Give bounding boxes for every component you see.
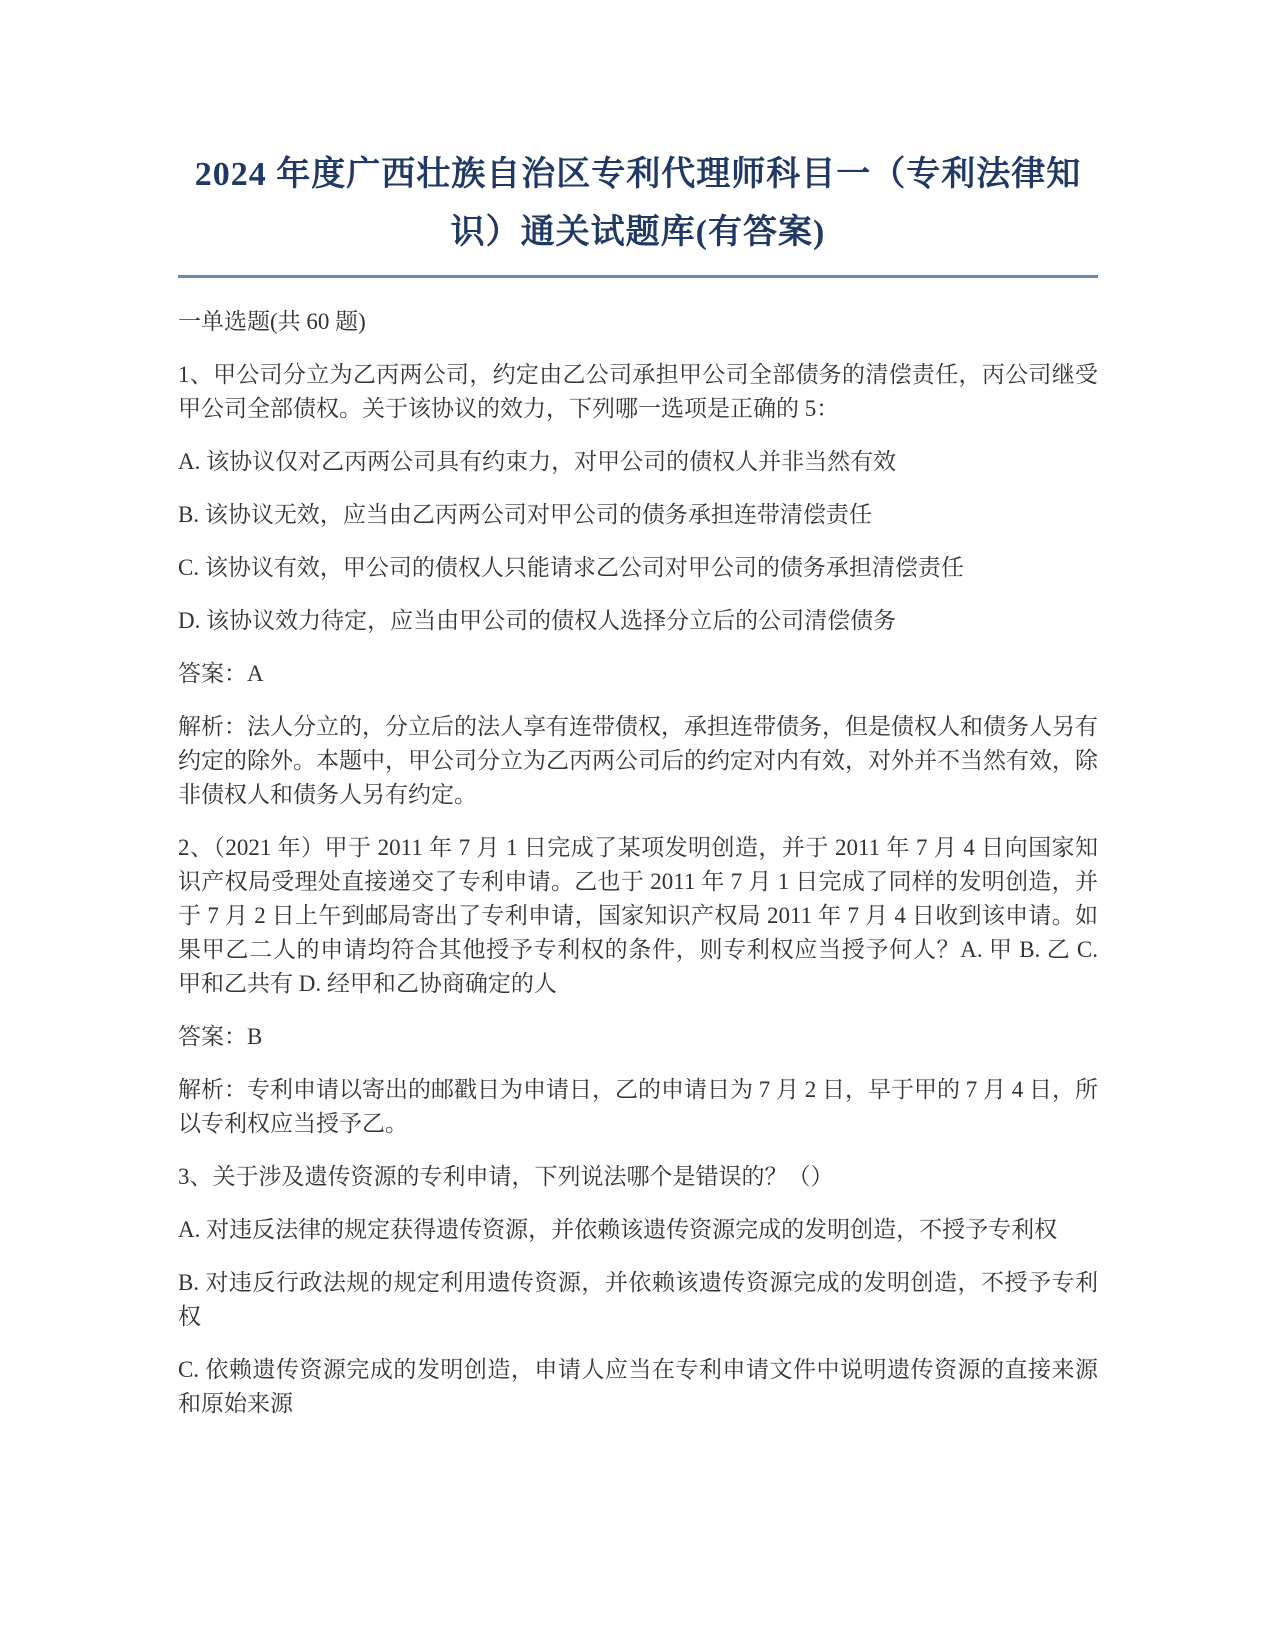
question-2-answer: 答案：B — [178, 1024, 263, 1049]
document-title-line-2: 识）通关试题库(有答案) — [450, 214, 826, 251]
question-2-stem: 2、（2021 年）甲于 2011 年 7 月 1 日完成了某项发明创造，并于 2011 年 7 月 4 日向国家知识产权局受理处直接递交了专利申请。乙也于 2011 年 7 月 1 日完成了同样的发明创造，并于 7 月 2 日上午到邮局寄出了专利申请，国家知识产权局 2011 年 7 月 4 日收到该申请。如果甲乙二人的申请均符合其他授予专利权的条件，则专利权应当授予何人？A. 甲 B. 乙 C. 甲和乙共有 D. 经甲和乙协商确定的人 — [178, 835, 1098, 996]
question-1-option-b: B. 该协议无效，应当由乙丙两公司对甲公司的债务承担连带清偿责任 — [178, 502, 872, 527]
question-2-analysis: 解析：专利申请以寄出的邮戳日为申请日，乙的申请日为 7 月 2 日，早于甲的 7 月 4 日，所以专利权应当授予乙。 — [178, 1077, 1098, 1136]
question-1-option-a: A. 该协议仅对乙丙两公司具有约束力，对甲公司的债权人并非当然有效 — [178, 449, 897, 474]
document-header — [178, 146, 1098, 278]
question-1-answer: 答案：A — [178, 661, 264, 686]
question-1-analysis: 解析：法人分立的，分立后的法人享有连带债权，承担连带债务，但是债权人和债务人另有约定的除外。本题中，甲公司分立为乙丙两公司后的约定对内有效，对外并不当然有效，除非债权人和债务人另有约定。 — [178, 714, 1098, 807]
document-title — [178, 146, 1098, 262]
document-title-line-1: 2024 年度广西壮族自治区专利代理师科目一（专利法律知 — [194, 156, 1082, 193]
document-body — [178, 278, 1098, 1421]
question-3-option-c: C. 依赖遗传资源完成的发明创造，申请人应当在专利申请文件中说明遗传资源的直接来源和原始来源 — [178, 1357, 1098, 1416]
section-header: 一单选题(共 60 题) — [178, 309, 366, 334]
question-3-stem: 3、关于涉及遗传资源的专利申请，下列说法哪个是错误的？（） — [178, 1164, 834, 1189]
question-1-option-d: D. 该协议效力待定，应当由甲公司的债权人选择分立后的公司清偿债务 — [178, 608, 897, 633]
question-3-option-b: B. 对违反行政法规的规定利用遗传资源，并依赖该遗传资源完成的发明创造，不授予专利权 — [178, 1270, 1098, 1329]
question-1-stem: 1、甲公司分立为乙丙两公司，约定由乙公司承担甲公司全部债务的清偿责任，丙公司继受甲公司全部债权。关于该协议的效力，下列哪一选项是正确的 5： — [178, 362, 1098, 421]
question-3-option-a: A. 对违反法律的规定获得遗传资源，并依赖该遗传资源完成的发明创造，不授予专利权 — [178, 1217, 1058, 1242]
question-1-option-c: C. 该协议有效，甲公司的债权人只能请求乙公司对甲公司的债务承担清偿责任 — [178, 555, 964, 580]
